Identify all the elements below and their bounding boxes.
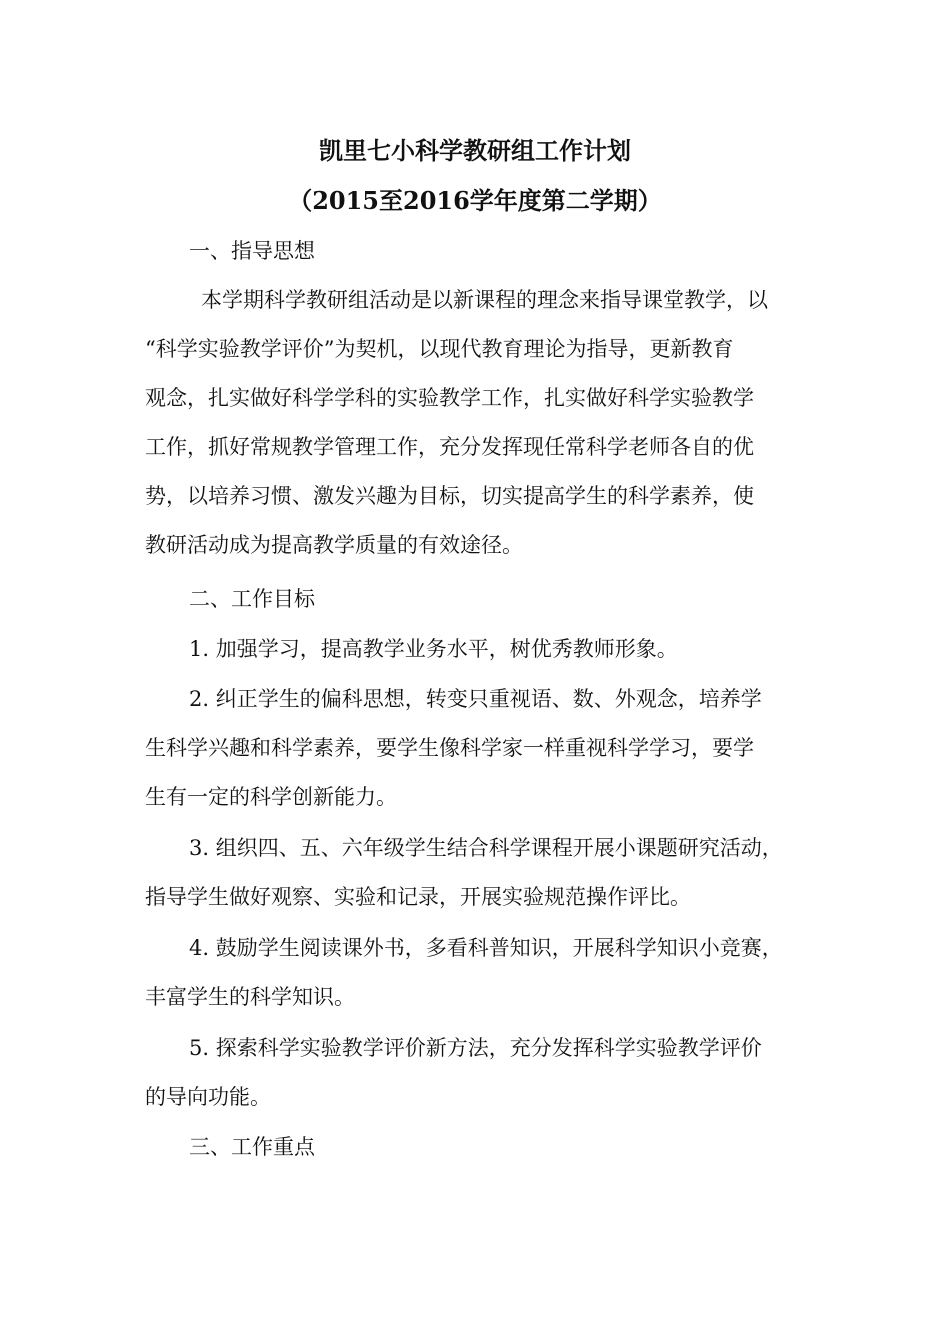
list-item-continuation: 丰富学生的科学知识。	[145, 985, 355, 1009]
section-heading-work-goals: 二、工作目标	[189, 587, 315, 611]
section-heading-work-focus: 三、工作重点	[189, 1135, 315, 1159]
paragraph-guiding-ideology	[145, 276, 815, 570]
document-subtitle: （2015至2016学年度第二学期）	[288, 186, 662, 215]
paragraph-line: 势，以培养习惯、激发兴趣为目标，切实提高学生的科学素养，使	[145, 484, 754, 508]
list-item: 5. 探索科学实验教学评价新方法，充分发挥科学实验教学评价	[189, 1036, 762, 1060]
goal-item-3	[145, 824, 815, 922]
list-item-continuation: 生科学兴趣和科学素养，要学生像科学家一样重视科学学习，要学	[145, 736, 754, 760]
paragraph-line: 教研活动成为提高教学质量的有效途径。	[145, 533, 523, 557]
list-item-continuation: 生有一定的科学创新能力。	[145, 785, 397, 809]
goal-item-4	[145, 924, 815, 1022]
paragraph-line: 工作，抓好常规教学管理工作，充分发挥现任常科学老师各自的优	[145, 435, 754, 459]
list-item-continuation: 的导向功能。	[145, 1085, 271, 1109]
document-title: 凯里七小科学教研组工作计划	[319, 136, 631, 165]
goal-item-5	[145, 1024, 815, 1122]
list-item: 2. 纠正学生的偏科思想，转变只重视语、数、外观念，培养学	[189, 687, 762, 711]
paragraph-line: 本学期科学教研组活动是以新课程的理念来指导课堂教学，以	[201, 288, 768, 312]
list-item: 1. 加强学习，提高教学业务水平，树优秀教师形象。	[189, 637, 678, 661]
goal-item-2	[145, 675, 815, 822]
list-item: 3. 组织四、五、六年级学生结合科学课程开展小课题研究活动，	[189, 836, 783, 860]
paragraph-line: 观念，扎实做好科学学科的实验教学工作，扎实做好科学实验教学	[145, 386, 754, 410]
list-item: 4. 鼓励学生阅读课外书，多看科普知识，开展科学知识小竞赛，	[189, 936, 783, 960]
list-item-continuation: 指导学生做好观察、实验和记录，开展实验规范操作评比。	[145, 885, 691, 909]
paragraph-line: “科学实验教学评价”为契机，以现代教育理论为指导，更新教育	[145, 337, 734, 361]
section-heading-guiding-ideology: 一、指导思想	[189, 239, 315, 263]
goal-item-1	[145, 625, 815, 674]
